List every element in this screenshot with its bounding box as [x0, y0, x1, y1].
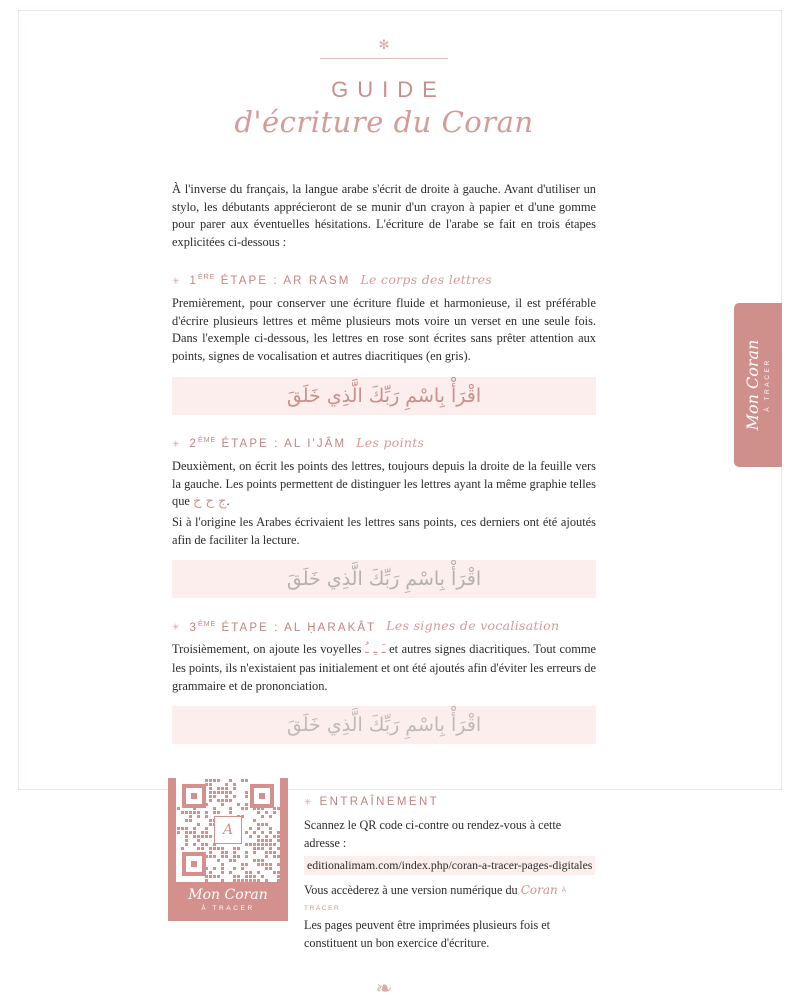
training-line-2: Vous accèderez à une version numérique du Coran À TRACER [304, 882, 596, 917]
step-3-paragraph: Troisièmement, on ajoute les voyelles ـَ ـِ ـُ et autres signes diacritiques. Tout comme les points, ils n'existaient pas initialement et ont été ajoutés afin d'éviter les erreurs de grammaire et de prononciation. [172, 642, 596, 693]
qr-card[interactable] [168, 778, 288, 920]
step-2-paragraph-2: Si à l'origine les Arabes écrivaient les lettres sans points, ces derniers ont été ajoutés afin de faciliter la lecture. [172, 514, 596, 547]
page-content [172, 0, 596, 999]
qr-finder-top-right [250, 784, 274, 808]
training-line-1: Scannez le QR code ci-contre ou rendez-vous à cette adresse : [304, 818, 562, 851]
side-tab-title: Mon Coran [743, 339, 762, 431]
step-3-subtitle: Les signes de vocalisation [386, 618, 560, 634]
qr-block [168, 770, 288, 920]
page-title: GUIDE [331, 77, 446, 102]
step-1-arabic-sample [172, 377, 596, 415]
flower-ornament-icon: ✻ [378, 37, 390, 52]
step-1-paragraph: Premièrement, pour conserver une écriture fluide et harmonieuse, il est préférable d'écrire plusieurs lettres et même plusieurs mots voire un verset en une seule fois. Dans l'exemple ci-dessous, les lettres en rose sont écrites sans prêter attention aux points, signes de vocalisation et autres diacritiques (en gris). [172, 295, 596, 364]
step-1-heading [172, 272, 596, 287]
header-rule [172, 58, 596, 59]
step-2-inline-letters: ج ح خ [193, 494, 227, 510]
step-2-paragraph-1: Deuxièment, on écrit les points des lettres, toujours depuis la droite de la feuille vers la gauche. Les points permettent de distinguer les lettres ayant la même graphie telles que ج ح خ. [172, 458, 596, 510]
training-body [304, 817, 596, 952]
step-2-arabic-sample [172, 560, 596, 598]
intro-paragraph: À l'inverse du français, la langue arabe s'écrit de droite à gauche. Avant d'utiliser un stylo, les débutants apprécieront de se munir d'un crayon à papier et d'une gomme pour parer aux éventuelles hésitations. L'écriture de l'arabe se fait en trois étapes explicitées ci-dessous : [172, 182, 596, 250]
star-icon: ✳ [304, 797, 312, 808]
qr-caption-subtitle: À TRACER [201, 904, 255, 912]
step-2-heading [172, 435, 596, 450]
arabic-verse: اقْرَأْ بِاسْمِ رَبِّكَ الَّذِي خَلَقَ [286, 714, 482, 737]
step-2-subtitle: Les points [356, 434, 425, 450]
side-tab-subtitle: À TRACER [764, 358, 771, 412]
step-3-label: 3ÈME ÉTAPE : AL ḤARAKÂT [189, 620, 377, 634]
step-3-inline-vowels: ـَ ـِ ـُ [365, 642, 386, 658]
training-label: ENTRAÎNEMENT [319, 796, 440, 809]
qr-caption [168, 882, 288, 920]
side-tab-mon-coran [734, 303, 782, 467]
page-subtitle: d'écriture du Coran [234, 105, 534, 139]
qr-caption-title: Mon Coran [188, 887, 268, 904]
step-3-heading [172, 618, 596, 633]
brand-coran-a-tracer: Coran À TRACER [304, 882, 568, 912]
header-rule-line [320, 58, 448, 59]
training-line-3: Les pages peuvent être imprimées plusieurs fois et constituent un bon exercice d'écriture. [304, 918, 551, 950]
arabic-verse: اقْرَأْ بِاسْمِ رَبِّكَ الَّذِي خَلَقَ [286, 384, 482, 407]
page-header [172, 0, 596, 139]
step-2-label: 2ÈME ÉTAPE : AL I'JÂM [189, 437, 347, 450]
step-1-label: 1ÈRE ÉTAPE : AR RASM [189, 274, 351, 287]
star-icon: ✳ [172, 438, 180, 449]
qr-code-image[interactable] [176, 778, 280, 882]
arabic-verse: اقْرَأْ بِاسْمِ رَبِّكَ الَّذِي خَلَقَ [286, 568, 482, 591]
footer-ornament-icon: ❧ [375, 977, 393, 1000]
step-3-arabic-sample [172, 706, 596, 744]
star-icon: ✳ [172, 275, 180, 286]
training-section [172, 770, 596, 952]
training-heading [304, 796, 596, 808]
side-tab-content [745, 340, 771, 431]
qr-finder-bottom-left [182, 852, 206, 876]
training-url[interactable]: editionalimam.com/index.php/coran-a-tracer-pages-digitales [304, 856, 595, 875]
step-1-subtitle: Le corps des lettres [360, 271, 493, 287]
qr-logo: A [214, 816, 242, 844]
training-text [304, 770, 596, 952]
star-icon: ✳ [172, 622, 180, 633]
qr-finder-top-left [182, 784, 206, 808]
